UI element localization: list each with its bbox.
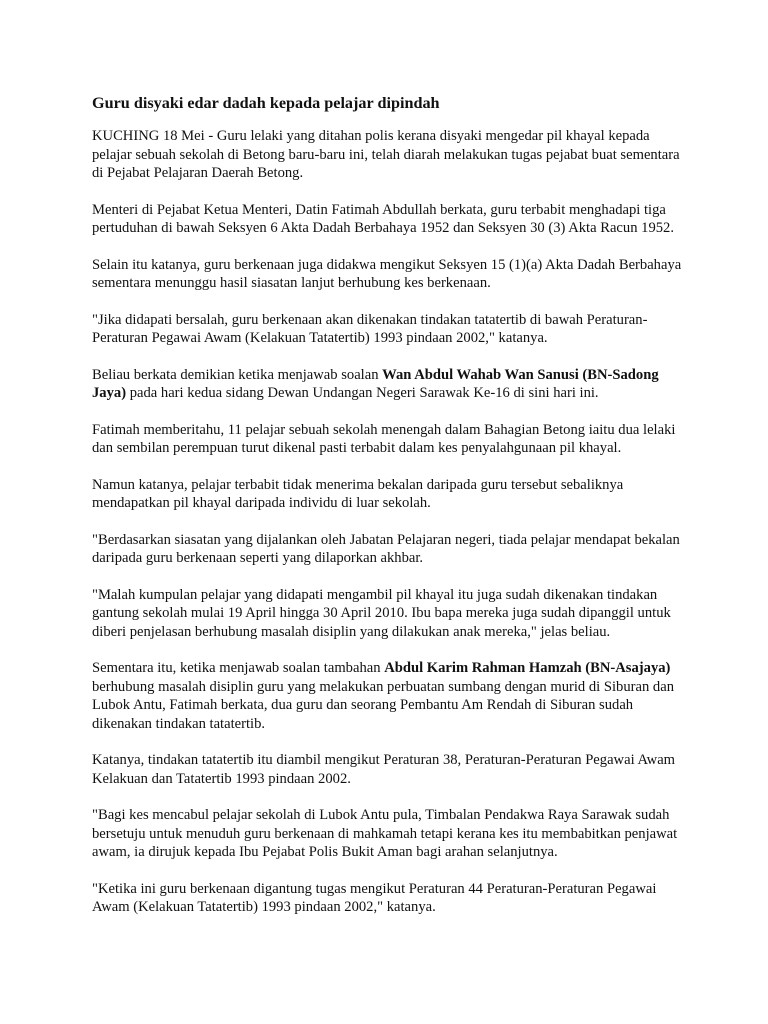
paragraph-text: pada hari kedua sidang Dewan Undangan Negeri Sarawak Ke-16 di sini hari ini.: [126, 385, 599, 401]
paragraph-text: "Malah kumpulan pelajar yang didapati mengambil pil khayal itu juga sudah dikenakan tindakan gantung sekolah mulai 19 April hingga 30 April 2010. Ibu bapa mereka juga sudah dipanggil untuk diberi penjelasan berhubung masalah disiplin yang dilakukan anak mereka," jelas beliau.: [92, 586, 671, 640]
article-paragraph: [92, 659, 692, 733]
paragraph-text: "Ketika ini guru berkenaan digantung tugas mengikut Peraturan 44 Peraturan-Peraturan Pegawai Awam (Kelakuan Tatatertib) 1993 pindaan 2002," katanya.: [92, 880, 657, 915]
article-paragraph: [92, 586, 692, 642]
article-paragraph: [92, 531, 692, 568]
article-paragraph: [92, 880, 692, 917]
paragraph-text: Beliau berkata demikian ketika menjawab soalan: [92, 366, 383, 383]
paragraph-text: Fatimah memberitahu, 11 pelajar sebuah sekolah menengah dalam Bahagian Betong iaitu dua lelaki dan sembilan perempuan turut dikenal pasti terbabit dalam kes penyalahgunaan pil khayal.: [92, 421, 676, 456]
bold-name-text: Abdul Karim Rahman Hamzah (BN-Asajaya): [384, 660, 671, 676]
article-paragraph: [92, 311, 692, 348]
paragraph-text: Sementara itu, ketika menjawab soalan tambahan: [92, 660, 385, 676]
article-paragraph: [92, 127, 692, 183]
paragraph-text: Menteri di Pejabat Ketua Menteri, Datin Fatimah Abdullah berkata, guru terbabit menghadapi tiga pertuduhan di bawah Seksyen 6 Akta Dadah Berbahaya 1952 dan Seksyen 30 (3) Akta Racun 1952.: [92, 201, 674, 236]
article-headline: Guru disyaki edar dadah kepada pelajar dipindah: [92, 94, 440, 112]
bold-name-text: Wan Abdul Wahab Wan Sanusi (BN-Sadong Jaya): [92, 366, 659, 401]
document-page: [92, 93, 692, 935]
article-paragraph: [92, 806, 692, 862]
paragraph-text: Selain itu katanya, guru berkenaan juga didakwa mengikut Seksyen 15 (1)(a) Akta Dadah Berbahaya sementara menunggu hasil siasatan lanjut berhubung kes berkenaan.: [92, 256, 682, 291]
paragraph-text: berhubung masalah disiplin guru yang melakukan perbuatan sumbang dengan murid di Siburan dan Lubok Antu, Fatimah berkata, dua guru dan seorang Pembantu Am Rendah di Siburan sudah dikenakan tindakan tatatertib.: [92, 678, 674, 732]
paragraph-text: "Bagi kes mencabul pelajar sekolah di Lubok Antu pula, Timbalan Pendakwa Raya Sarawak sudah bersetuju untuk menuduh guru berkenaan di mahkamah tetapi kerana kes itu membabitkan penjawat awam, ia dirujuk kepada Ibu Pejabat Polis Bukit Aman bagi arahan selanjutnya.: [92, 807, 678, 860]
article-paragraph: [92, 201, 692, 238]
paragraph-text: Namun katanya, pelajar terbabit tidak menerima bekalan daripada guru tersebut sebaliknya mendapatkan pil khayal daripada individu di luar sekolah.: [92, 476, 624, 511]
article-paragraph: [92, 366, 692, 403]
paragraph-text: "Jika didapati bersalah, guru berkenaan akan dikenakan tindakan tatatertib di bawah Peraturan-Peraturan Pegawai Awam (Kelakuan Tatatertib) 1993 pindaan 2002," katanya.: [92, 311, 648, 346]
article-paragraph: [92, 421, 692, 458]
article-paragraph: [92, 751, 692, 788]
article-body: [92, 127, 692, 917]
article-paragraph: [92, 476, 692, 513]
article-paragraph: [92, 256, 692, 293]
paragraph-text: Katanya, tindakan tatatertib itu diambil mengikut Peraturan 38, Peraturan-Peraturan Pegawai Awam Kelakuan dan Tatatertib 1993 pindaan 2002.: [92, 752, 676, 787]
paragraph-text: "Berdasarkan siasatan yang dijalankan oleh Jabatan Pelajaran negeri, tiada pelajar mendapat bekalan daripada guru berkenaan seperti yang dilaporkan akhbar.: [92, 531, 680, 566]
paragraph-text: KUCHING 18 Mei - Guru lelaki yang ditahan polis kerana disyaki mengedar pil khayal kepada pelajar sebuah sekolah di Betong baru-baru ini, telah diarah melakukan tugas pejabat buat sementara di Pejabat Pelajaran Daerah Betong.: [92, 128, 680, 181]
